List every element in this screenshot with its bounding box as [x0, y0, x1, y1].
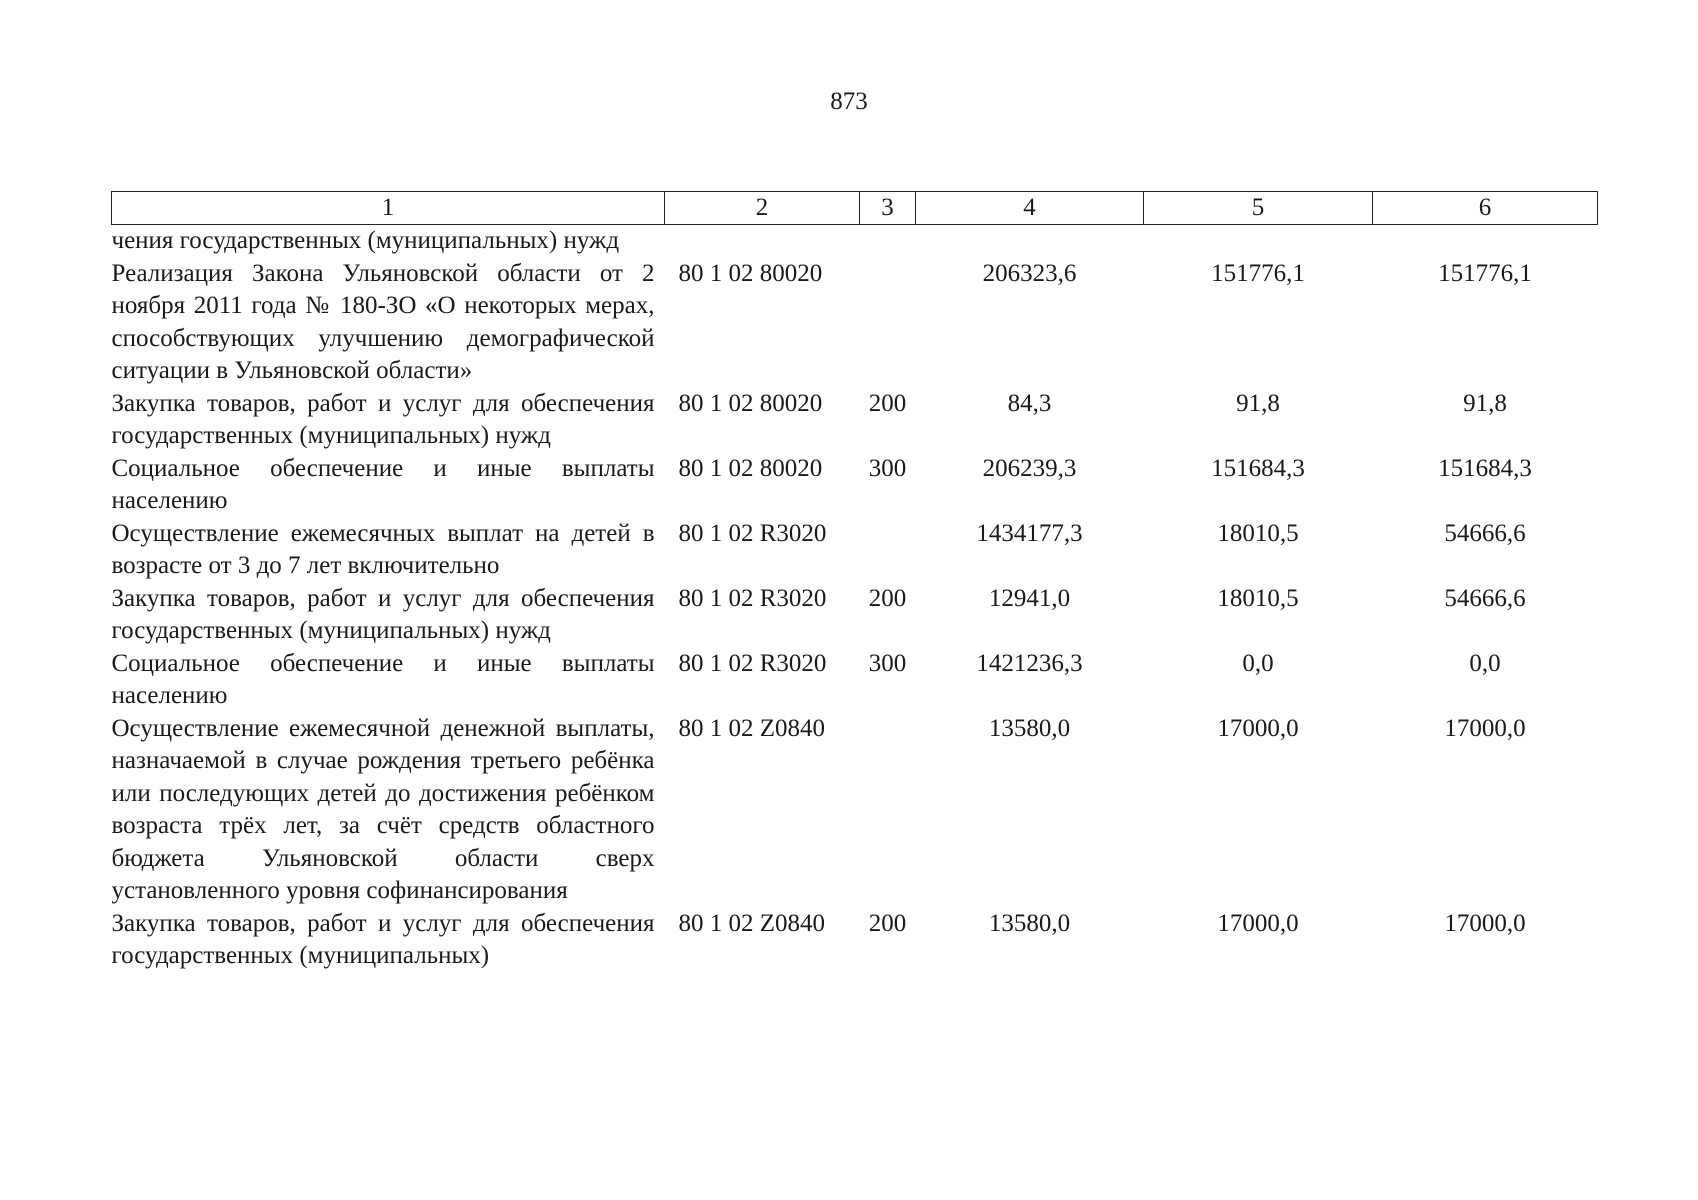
row-value-5: 151776,1 [1211, 259, 1305, 287]
table-row [112, 388, 1598, 453]
row-code: 80 1 02 80020 [678, 259, 823, 287]
row-value-6: 91,8 [1463, 389, 1507, 417]
row-value-6: 151776,1 [1438, 259, 1532, 287]
row-name: Закупка товаров, работ и услуг для обеспечения государственных (муниципальных) нужд [111, 584, 655, 644]
row-code: 80 1 02 80020 [678, 389, 823, 417]
row-value-5: 17000,0 [1217, 909, 1299, 937]
row-value-6 [1373, 225, 1598, 258]
row-vr [860, 225, 916, 258]
row-code [665, 225, 860, 258]
column-header-1: 1 [112, 192, 665, 225]
column-header-3: 3 [860, 192, 916, 225]
table-row [112, 713, 1598, 908]
table-header-row [112, 192, 1598, 225]
row-value-4: 84,3 [1007, 389, 1052, 417]
column-header-2: 2 [665, 192, 860, 225]
row-value-4: 13580,0 [988, 714, 1071, 742]
budget-table [111, 191, 1598, 973]
table-row [112, 453, 1598, 518]
row-name: Социальное обеспечение и иные выплаты населению [111, 454, 655, 514]
row-name: Реализация Закона Ульяновской области от 2 ноября 2011 года № 180-ЗО «О некоторых мерах, способствующих улучшению демографической ситуации в Ульяновской области» [111, 259, 655, 384]
row-code: 80 1 02 R3020 [678, 584, 827, 612]
row-value-4: 1421236,3 [976, 649, 1083, 677]
table-row [112, 225, 1598, 258]
row-value-6: 0,0 [1469, 649, 1501, 677]
row-code: 80 1 02 R3020 [678, 519, 827, 547]
row-vr [860, 713, 916, 908]
row-code: 80 1 02 80020 [678, 454, 823, 482]
row-value-4: 12941,0 [988, 584, 1071, 612]
row-name: Осуществление ежемесячных выплат на детей в возрасте от 3 до 7 лет включительно [111, 519, 655, 579]
column-header-5: 5 [1144, 192, 1373, 225]
row-vr [860, 518, 916, 583]
table-row [112, 583, 1598, 648]
row-value-5: 17000,0 [1217, 714, 1299, 742]
row-value-6: 54666,6 [1444, 519, 1526, 547]
row-name: Закупка товаров, работ и услуг для обеспечения государственных (муниципальных) нужд [111, 389, 655, 449]
table-row [112, 908, 1598, 973]
row-value-4: 206239,3 [982, 454, 1077, 482]
row-value-5: 18010,5 [1217, 519, 1299, 547]
row-value-4: 206323,6 [982, 259, 1077, 287]
row-value-4: 13580,0 [988, 909, 1071, 937]
row-vr: 300 [868, 649, 907, 677]
row-vr: 200 [868, 389, 907, 417]
page-number: 873 [830, 88, 868, 115]
row-code: 80 1 02 Z0840 [678, 909, 826, 937]
column-header-6: 6 [1373, 192, 1598, 225]
row-value-4 [916, 225, 1144, 258]
row-value-5: 91,8 [1236, 389, 1280, 417]
row-vr [860, 258, 916, 388]
row-code: 80 1 02 R3020 [678, 649, 827, 677]
row-value-5 [1144, 225, 1373, 258]
table-row [112, 648, 1598, 713]
row-value-4: 1434177,3 [976, 519, 1083, 547]
row-value-6: 151684,3 [1438, 454, 1532, 482]
row-value-5: 0,0 [1242, 649, 1274, 677]
row-vr: 200 [868, 584, 907, 612]
table-row [112, 518, 1598, 583]
table-row [112, 258, 1598, 388]
row-vr: 300 [868, 454, 907, 482]
row-name: Осуществление ежемесячной денежной выплаты, назначаемой в случае рождения третьего ребёнка или последующих детей до достижения ребёнком возраста трёх лет, за счёт средств областного бюджета Ульяновской области сверх установленного уровня софинансирования [111, 714, 655, 904]
row-name: Закупка товаров, работ и услуг для обеспечения государственных (муниципальных) [111, 909, 655, 969]
row-name: чения государственных (муниципальных) нужд [111, 227, 620, 254]
row-name: Социальное обеспечение и иные выплаты населению [111, 649, 655, 709]
column-header-4: 4 [916, 192, 1144, 225]
row-value-6: 17000,0 [1444, 909, 1526, 937]
row-vr: 200 [868, 909, 907, 937]
row-value-6: 54666,6 [1444, 584, 1526, 612]
row-value-5: 18010,5 [1217, 584, 1299, 612]
row-value-6: 17000,0 [1444, 714, 1526, 742]
row-value-5: 151684,3 [1211, 454, 1305, 482]
row-code: 80 1 02 Z0840 [678, 714, 826, 742]
